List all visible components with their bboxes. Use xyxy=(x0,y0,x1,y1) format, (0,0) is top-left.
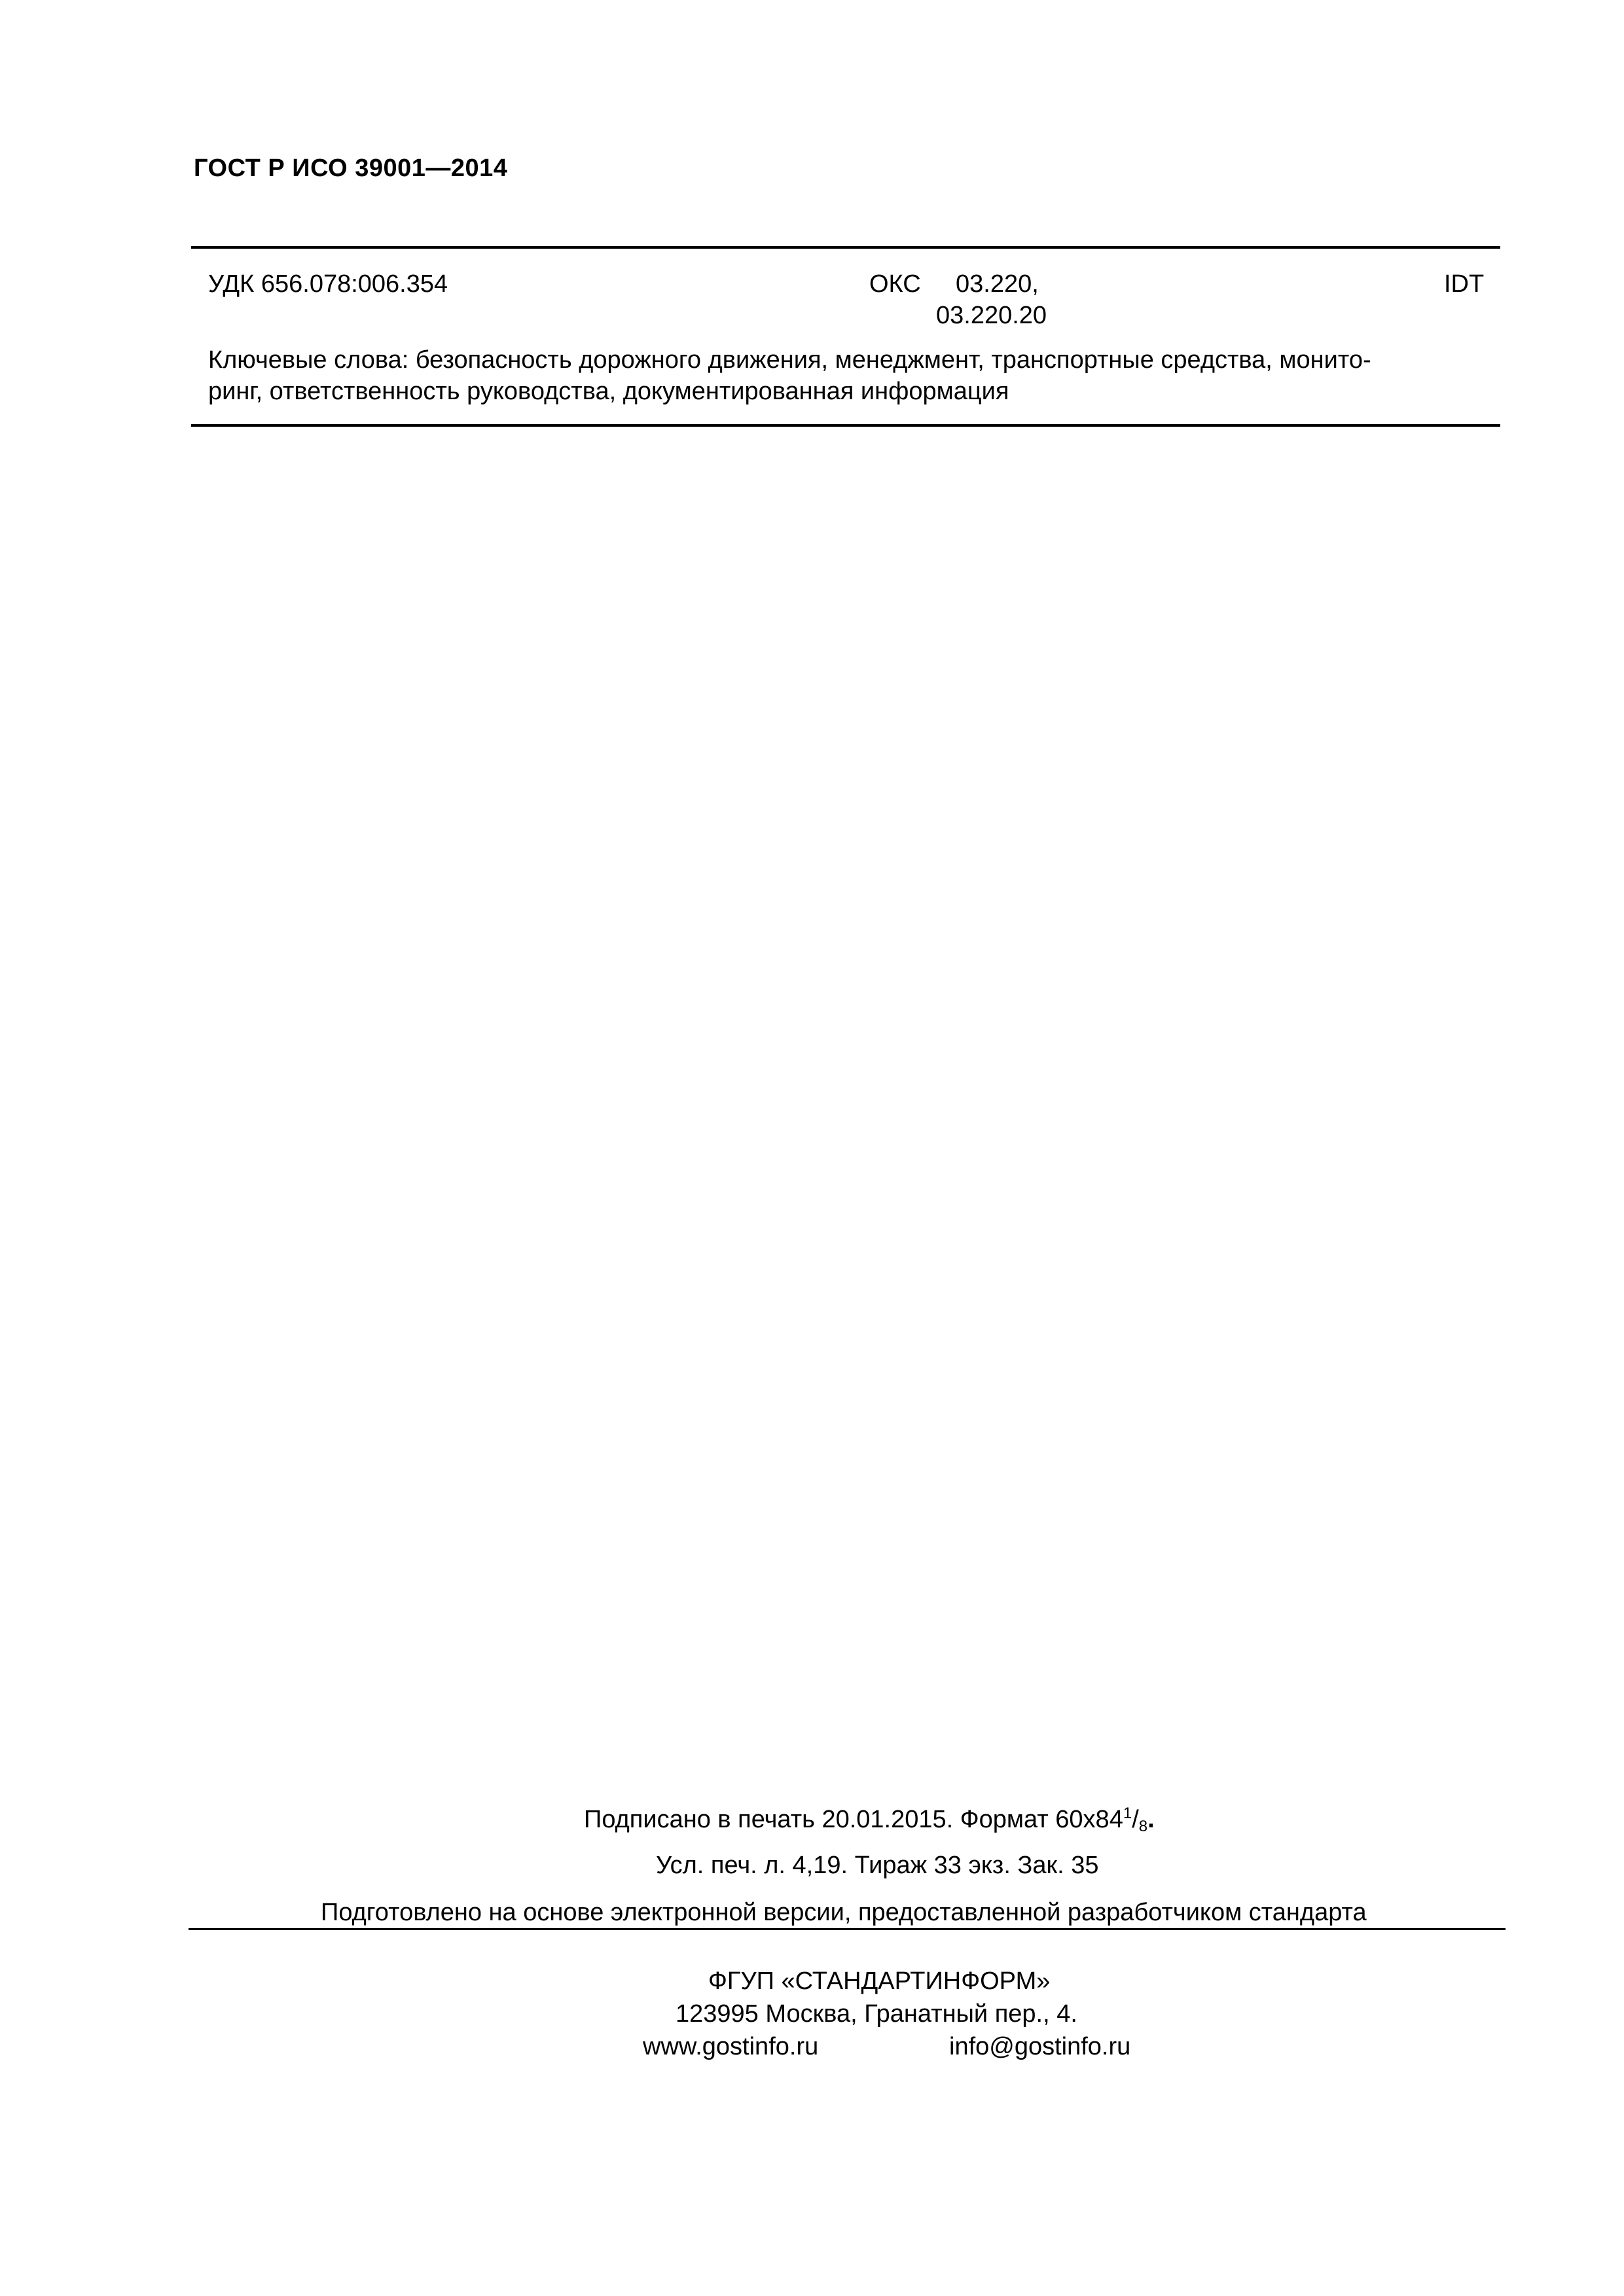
format-denominator: 8 xyxy=(1138,1818,1148,1835)
publisher-email[interactable]: info@gostinfo.ru xyxy=(949,2033,1131,2060)
oks-label: ОКС xyxy=(869,270,921,298)
publisher-website[interactable]: www.gostinfo.ru xyxy=(643,2033,819,2060)
signed-end: . xyxy=(1147,1806,1155,1833)
document-header-title: ГОСТ Р ИСО 39001—2014 xyxy=(194,154,508,182)
signed-to-print xyxy=(584,1804,1155,1835)
oks-code-2: 03.220.20 xyxy=(936,302,1047,329)
keywords-block xyxy=(208,344,1491,407)
oks-codes xyxy=(936,268,1054,331)
prepared-note: Подготовлено на основе электронной версии, предоставленной разработчиком стандарта xyxy=(321,1899,1367,1926)
format-slash: / xyxy=(1132,1806,1139,1833)
bottom-divider xyxy=(189,1928,1506,1930)
publisher-name: ФГУП «СТАНДАРТИНФОРМ» xyxy=(708,1967,1051,1995)
udk-code: УДК 656.078:006.354 xyxy=(208,270,448,298)
keywords-line-2: ринг, ответственность руководства, документированная информация xyxy=(208,378,1009,405)
print-info: Усл. печ. л. 4,19. Тираж 33 экз. Зак. 35 xyxy=(656,1852,1099,1879)
equivalence-code: IDT xyxy=(1444,270,1485,298)
format-numerator: 1 xyxy=(1123,1804,1132,1822)
middle-divider xyxy=(191,424,1500,427)
publisher-address: 123995 Москва, Гранатный пер., 4. xyxy=(676,2000,1077,2028)
top-divider xyxy=(191,246,1500,249)
signed-text: Подписано в печать 20.01.2015. Формат 60x84 xyxy=(584,1806,1123,1833)
keywords-line-1: Ключевые слова: безопасность дорожного движения, менеджмент, транспортные средства, монито- xyxy=(208,346,1371,374)
oks-code-1: 03.220, xyxy=(956,270,1039,298)
